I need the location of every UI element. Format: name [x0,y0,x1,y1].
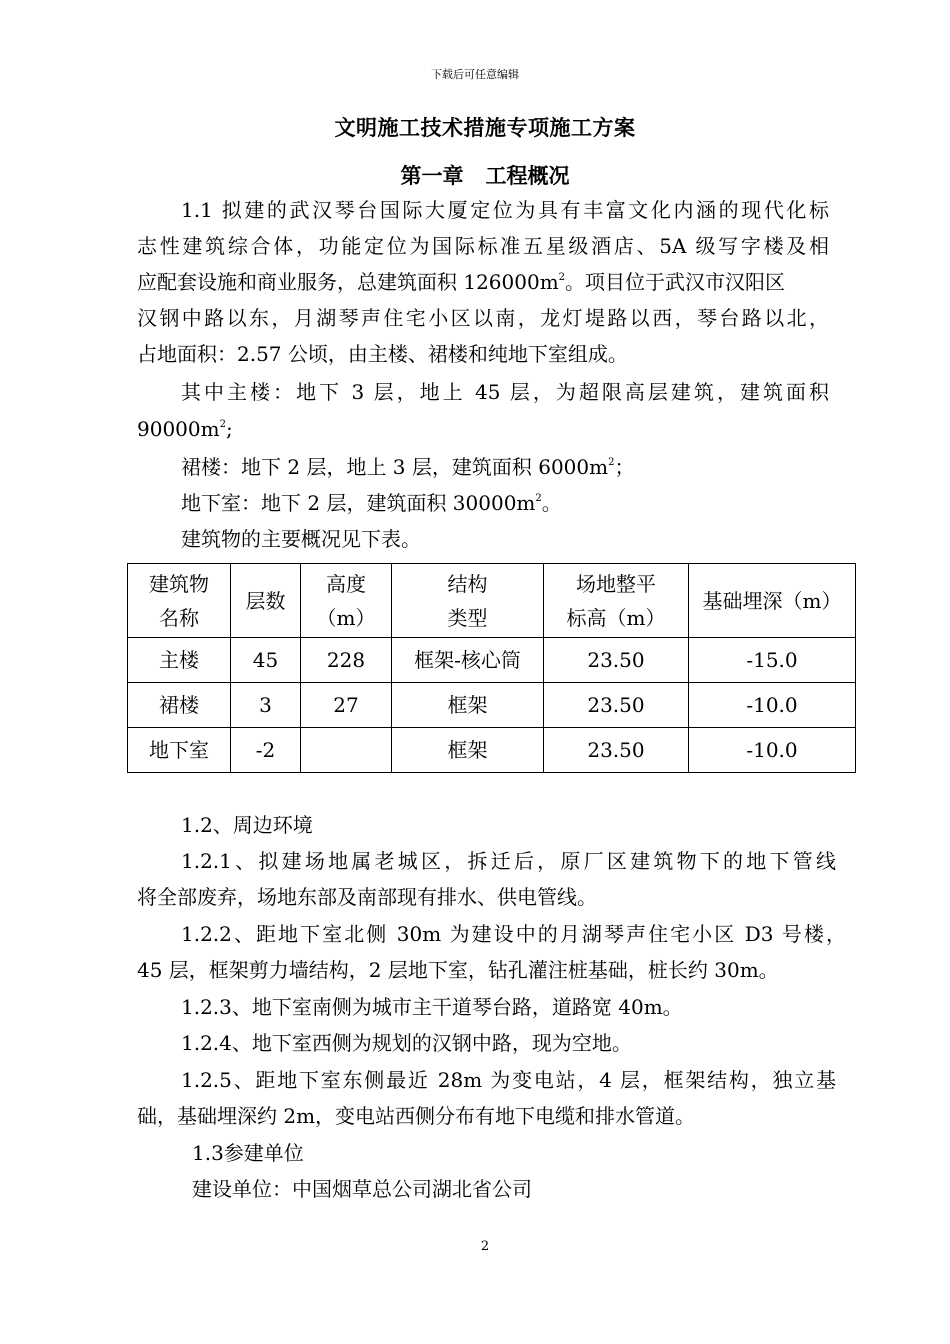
page-number: 2 [480,1239,490,1254]
owner-line: 建设单位：中国烟草总公司湖北省公司 [192,1177,532,1201]
table-header-row [128,564,856,638]
chapter-number: 第一章 [400,163,464,188]
table-header-cell: 结构 类型 [392,564,544,638]
table-cell: 框架-核心筒 [392,638,544,683]
table-cell: 23.50 [544,683,689,728]
table-cell: 23.50 [544,728,689,773]
table-row [128,683,856,728]
table-cell: 3 [231,683,301,728]
basement-line: 地下室：地下 2 层，建筑面积 $30000m^2$。 [181,491,562,515]
table-cell: 23.50 [544,638,689,683]
paragraph-line: 将全部废弃，场地东部及南部现有排水、供电管线。 [137,885,597,909]
table-cell: 框架 [392,728,544,773]
page-header: 下载后可任意编辑 [431,68,519,81]
table-cell: -2 [231,728,301,773]
table-cell: 地下室 [128,728,231,773]
paragraph-line: 占地面积：2.57 公顷，由主楼、裙楼和纯地下室组成。 [137,342,628,366]
table-header-cell: 建筑物 名称 [128,564,231,638]
table-cell: 228 [301,638,392,683]
main-building-area: $90000m^2$; [137,417,233,441]
table-cell: 主楼 [128,638,231,683]
paragraph-line: 汉钢中路以东，月湖琴声住宅小区以南，龙灯堤路以西，琴台路以北， [137,306,829,330]
paragraph-line: 1.1 拟建的武汉琴台国际大厦定位为具有丰富文化内涵的现代化标 [181,198,829,222]
building-overview-table [127,563,856,773]
section-heading: 1.2、周边环境 [181,813,313,837]
table-cell: -10.0 [689,683,856,728]
podium-line: 裙楼：地下 2 层，地上 3 层，建筑面积 $6000m^2$； [181,455,635,479]
table-cell: 框架 [392,683,544,728]
table-cell: 裙楼 [128,683,231,728]
table-cell: -10.0 [689,728,856,773]
paragraph-line: 1.2.2、距地下室北侧 30m 为建设中的月湖琴声住宅小区 D3 号楼， [181,922,846,946]
paragraph-line: 45 层，框架剪力墙结构，2 层地下室，钻孔灌注桩基础，桩长约 30m。 [137,958,779,982]
table-header-cell: 基础埋深（m） [689,564,856,638]
table-cell: 45 [231,638,301,683]
paragraph-line: 应配套设施和商业服务，总建筑面积 $126000m^2$。项目位于武汉市汉阳区 [137,270,786,294]
table-header-cell: 层数 [231,564,301,638]
paragraph-line: 1.2.5、距地下室东侧最近 28m 为变电站，4 层，框架结构，独立基 [181,1068,836,1092]
paragraph-line: 志性建筑综合体，功能定位为国际标准五星级酒店、5A 级写字楼及相 [137,234,829,258]
table-cell: 27 [301,683,392,728]
table-cell [301,728,392,773]
paragraph-line: 1.2.3、地下室南侧为城市主干道琴台路，道路宽 40m。 [181,995,683,1019]
table-header-cell: 高度 （m） [301,564,392,638]
section-heading: 1.3参建单位 [192,1141,304,1165]
chapter-name: 工程概况 [485,163,570,188]
table-header-cell: 场地整平 标高（m） [544,564,689,638]
chapter-heading [0,160,950,190]
paragraph-line: 1.2.4、地下室西侧为规划的汉钢中路，现为空地。 [181,1031,632,1055]
table-intro: 建筑物的主要概况见下表。 [181,527,421,551]
paragraph-line: 1.2.1、拟建场地属老城区，拆迁后，原厂区建筑物下的地下管线 [181,849,836,873]
main-building-line: 其中主楼：地下 3 层，地上 45 层，为超限高层建筑，建筑面积 [181,380,829,404]
table-cell: -15.0 [689,638,856,683]
document-title: 文明施工技术措施专项施工方案 [334,115,636,140]
paragraph-line: 础，基础埋深约 2m，变电站西侧分布有地下电缆和排水管道。 [137,1104,696,1128]
table-row [128,638,856,683]
table-row [128,728,856,773]
